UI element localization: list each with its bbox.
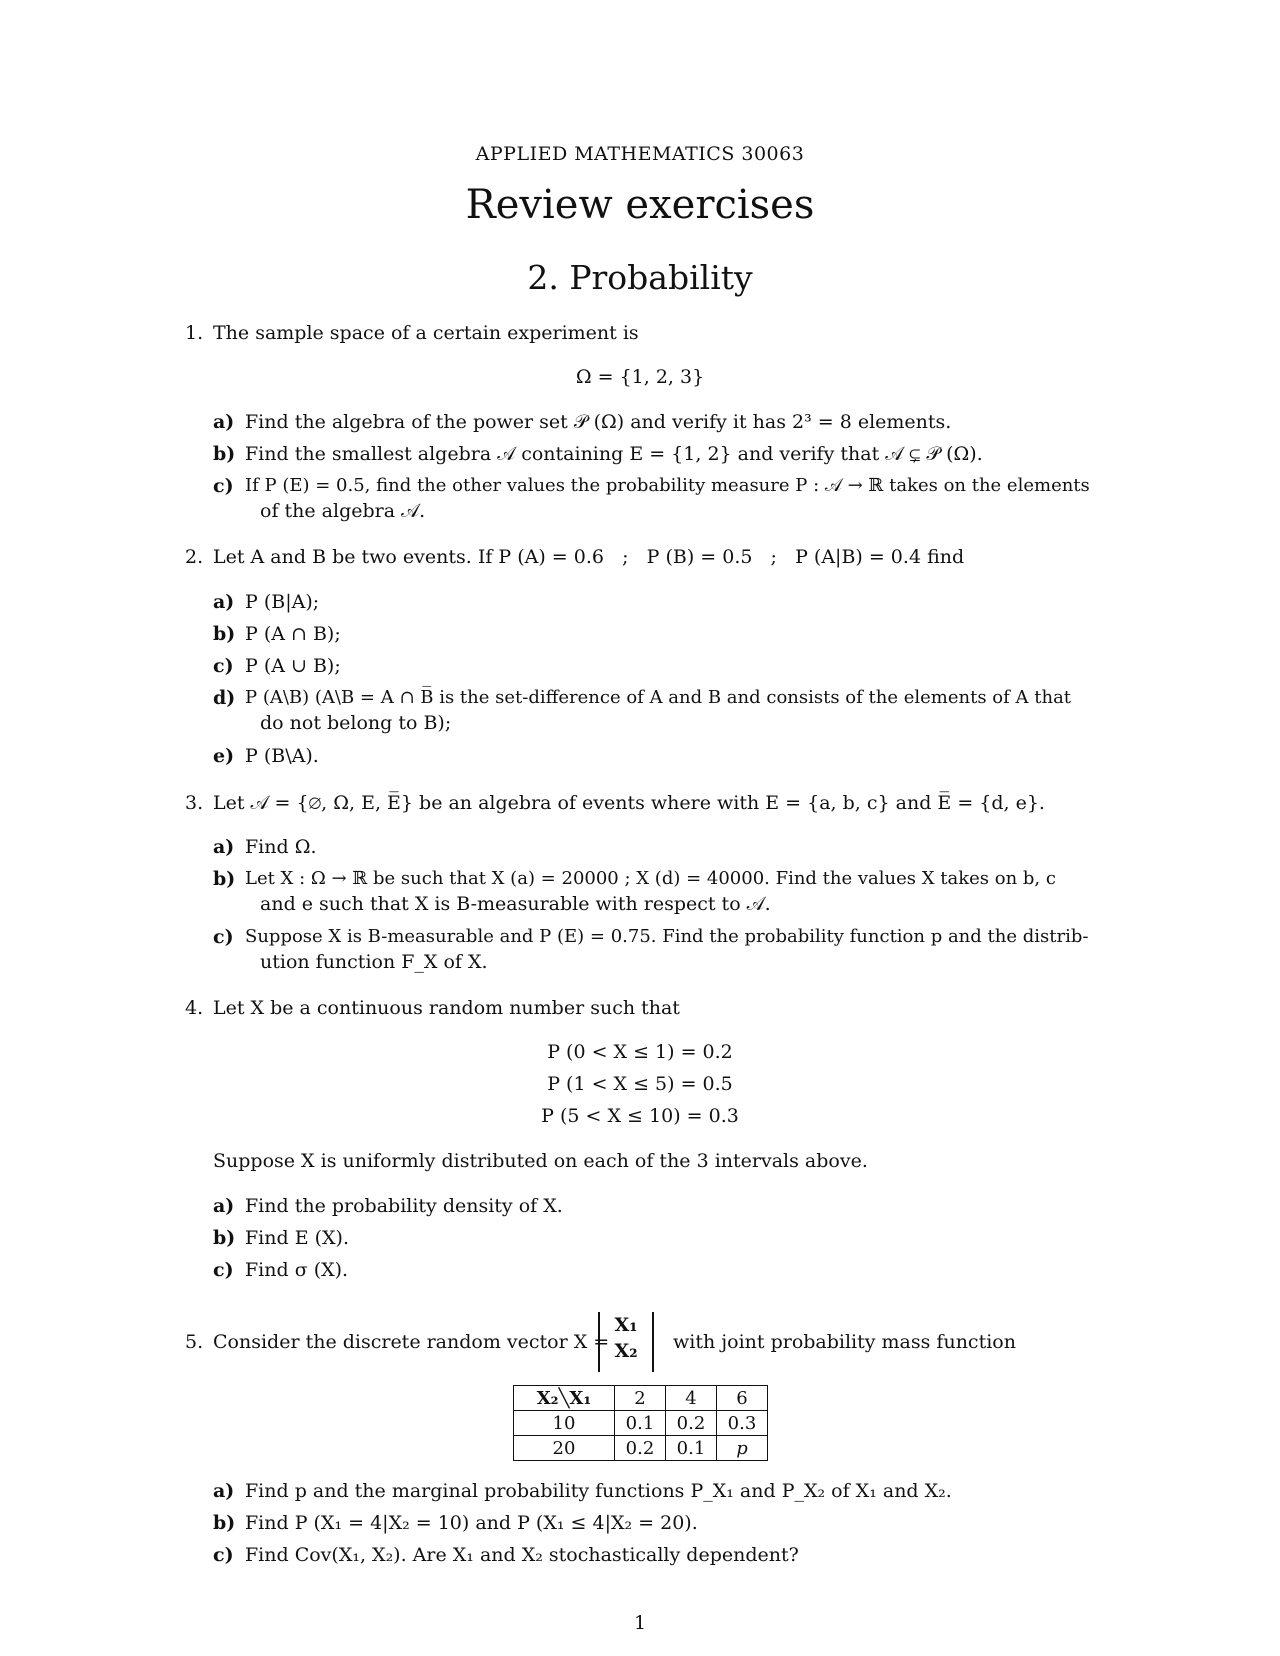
exercise-3b-continuation: and e such that X is B-measurable with respect to 𝒜. <box>260 893 771 915</box>
exercise-1-number: 1. <box>185 322 204 344</box>
exercise-4-after-text: Suppose X is uniformly distributed on each of the 3 intervals above. <box>213 1150 868 1172</box>
exercise-1-intro: The sample space of a certain experiment is <box>213 322 639 344</box>
exercise-3b-text: Let X : Ω → ℝ be such that X (a) = 20000 ; X (d) = 40000. Find the values X takes on b, c <box>245 868 1056 889</box>
table-cell: 0.2 <box>666 1411 717 1436</box>
exercise-4-number: 4. <box>185 997 204 1019</box>
vector-entry-2: X₂ <box>614 1340 638 1362</box>
exercise-2b-text: P (A ∩ B); <box>245 623 341 645</box>
exercise-4-equation-3: P (5 < X ≤ 10) = 0.3 <box>541 1105 739 1127</box>
exercise-4a-label: a) <box>213 1195 235 1217</box>
exercise-2a-text: P (B|A); <box>245 591 320 613</box>
table-row-header: 20 <box>514 1436 615 1461</box>
exercise-2a-label: a) <box>213 591 235 613</box>
exercise-2c-text: P (A ∪ B); <box>245 655 341 677</box>
exercise-3a-label: a) <box>213 836 235 858</box>
exercise-5-intro: Consider the discrete random vector X = <box>213 1331 610 1353</box>
exercise-2c-label: c) <box>213 655 234 677</box>
exercise-4a-text: Find the probability density of X. <box>245 1195 563 1217</box>
exercise-1-display-equation: Ω = {1, 2, 3} <box>575 366 705 388</box>
exercise-3c-text: Suppose X is B-measurable and P (E) = 0.75. Find the probability function p and the distrib- <box>245 926 1089 947</box>
table-cell: 0.2 <box>615 1436 666 1461</box>
table-header-row <box>514 1386 768 1411</box>
exercise-2b-label: b) <box>213 623 236 645</box>
exercise-3c-label: c) <box>213 926 234 948</box>
exercise-5b-label: b) <box>213 1512 236 1534</box>
table-cell: 0.1 <box>615 1411 666 1436</box>
exercise-5c-text: Find Cov(X₁, X₂). Are X₁ and X₂ stochastically dependent? <box>245 1544 799 1566</box>
exercise-4-equation-1: P (0 < X ≤ 1) = 0.2 <box>547 1041 733 1063</box>
exercise-5c-label: c) <box>213 1544 234 1566</box>
exercise-3b-label: b) <box>213 868 236 890</box>
table-cell: p <box>717 1436 768 1461</box>
exercise-2d-continuation: do not belong to B); <box>260 712 452 734</box>
exercise-1c-label: c) <box>213 475 234 497</box>
exercise-1b-text: Find the smallest algebra 𝒜 containing E = {1, 2} and verify that 𝒜 ⊊ 𝒫 (Ω). <box>245 443 983 465</box>
exercise-3a-text: Find Ω. <box>245 836 317 858</box>
table-col-header: 6 <box>717 1386 768 1411</box>
table-cell: 0.3 <box>717 1411 768 1436</box>
section-title: 2. Probability <box>527 258 753 297</box>
exercise-1c-text: If P (E) = 0.5, find the other values the probability measure P : 𝒜 → ℝ takes on the elements <box>245 475 1090 496</box>
table-corner-cell: X₂╲X₁ <box>514 1386 615 1411</box>
exercise-1a-label: a) <box>213 411 235 433</box>
exercise-4c-text: Find σ (X). <box>245 1259 349 1281</box>
exercise-2e-text: P (B\A). <box>245 745 319 767</box>
exercise-2d-text: P (A\B) (A\B = A ∩ B̅ is the set-difference of A and B and consists of the elements of A that <box>245 687 1072 708</box>
exercise-3-number: 3. <box>185 792 204 814</box>
table-row <box>514 1411 768 1436</box>
joint-pmf-table <box>513 1385 768 1461</box>
exercise-3-intro: Let 𝒜 = {∅, Ω, E, E̅} be an algebra of events where with E = {a, b, c} and E̅ = {d, e}. <box>213 792 1045 814</box>
page-title: Review exercises <box>465 182 815 228</box>
exercise-5b-text: Find P (X₁ = 4|X₂ = 10) and P (X₁ ≤ 4|X₂ = 20). <box>245 1512 698 1534</box>
exercise-4c-label: c) <box>213 1259 234 1281</box>
exercise-5-number: 5. <box>185 1331 204 1353</box>
table-col-header: 4 <box>666 1386 717 1411</box>
random-vector-matrix <box>598 1312 654 1372</box>
table-row <box>514 1436 768 1461</box>
exercise-4-equation-2: P (1 < X ≤ 5) = 0.5 <box>547 1073 733 1095</box>
exercise-2e-label: e) <box>213 745 235 767</box>
exercise-4b-label: b) <box>213 1227 236 1249</box>
exercise-5-intro-after: with joint probability mass function <box>673 1331 1016 1353</box>
exercise-1c-continuation: of the algebra 𝒜. <box>260 500 426 522</box>
exercise-1b-label: b) <box>213 443 236 465</box>
table-row-header: 10 <box>514 1411 615 1436</box>
page-number: 1 <box>633 1612 647 1634</box>
vector-entry-1: X₁ <box>614 1314 638 1336</box>
exercise-3c-continuation: ution function F_X of X. <box>260 951 488 973</box>
exercise-4b-text: Find E (X). <box>245 1227 349 1249</box>
exercise-2-number: 2. <box>185 546 204 568</box>
exercise-2d-label: d) <box>213 687 236 709</box>
exercise-5a-label: a) <box>213 1480 235 1502</box>
course-header: APPLIED MATHEMATICS 30063 <box>475 143 805 165</box>
exercise-1a-text: Find the algebra of the power set 𝒫 (Ω) and verify it has 2³ = 8 elements. <box>245 411 952 433</box>
exercise-4-intro: Let X be a continuous random number such that <box>213 997 680 1019</box>
table-col-header: 2 <box>615 1386 666 1411</box>
exercise-2-intro: Let A and B be two events. If P (A) = 0.6 ; P (B) = 0.5 ; P (A|B) = 0.4 find <box>213 546 965 568</box>
table-cell: 0.1 <box>666 1436 717 1461</box>
exercise-5a-text: Find p and the marginal probability functions P_X₁ and P_X₂ of X₁ and X₂. <box>245 1480 952 1502</box>
